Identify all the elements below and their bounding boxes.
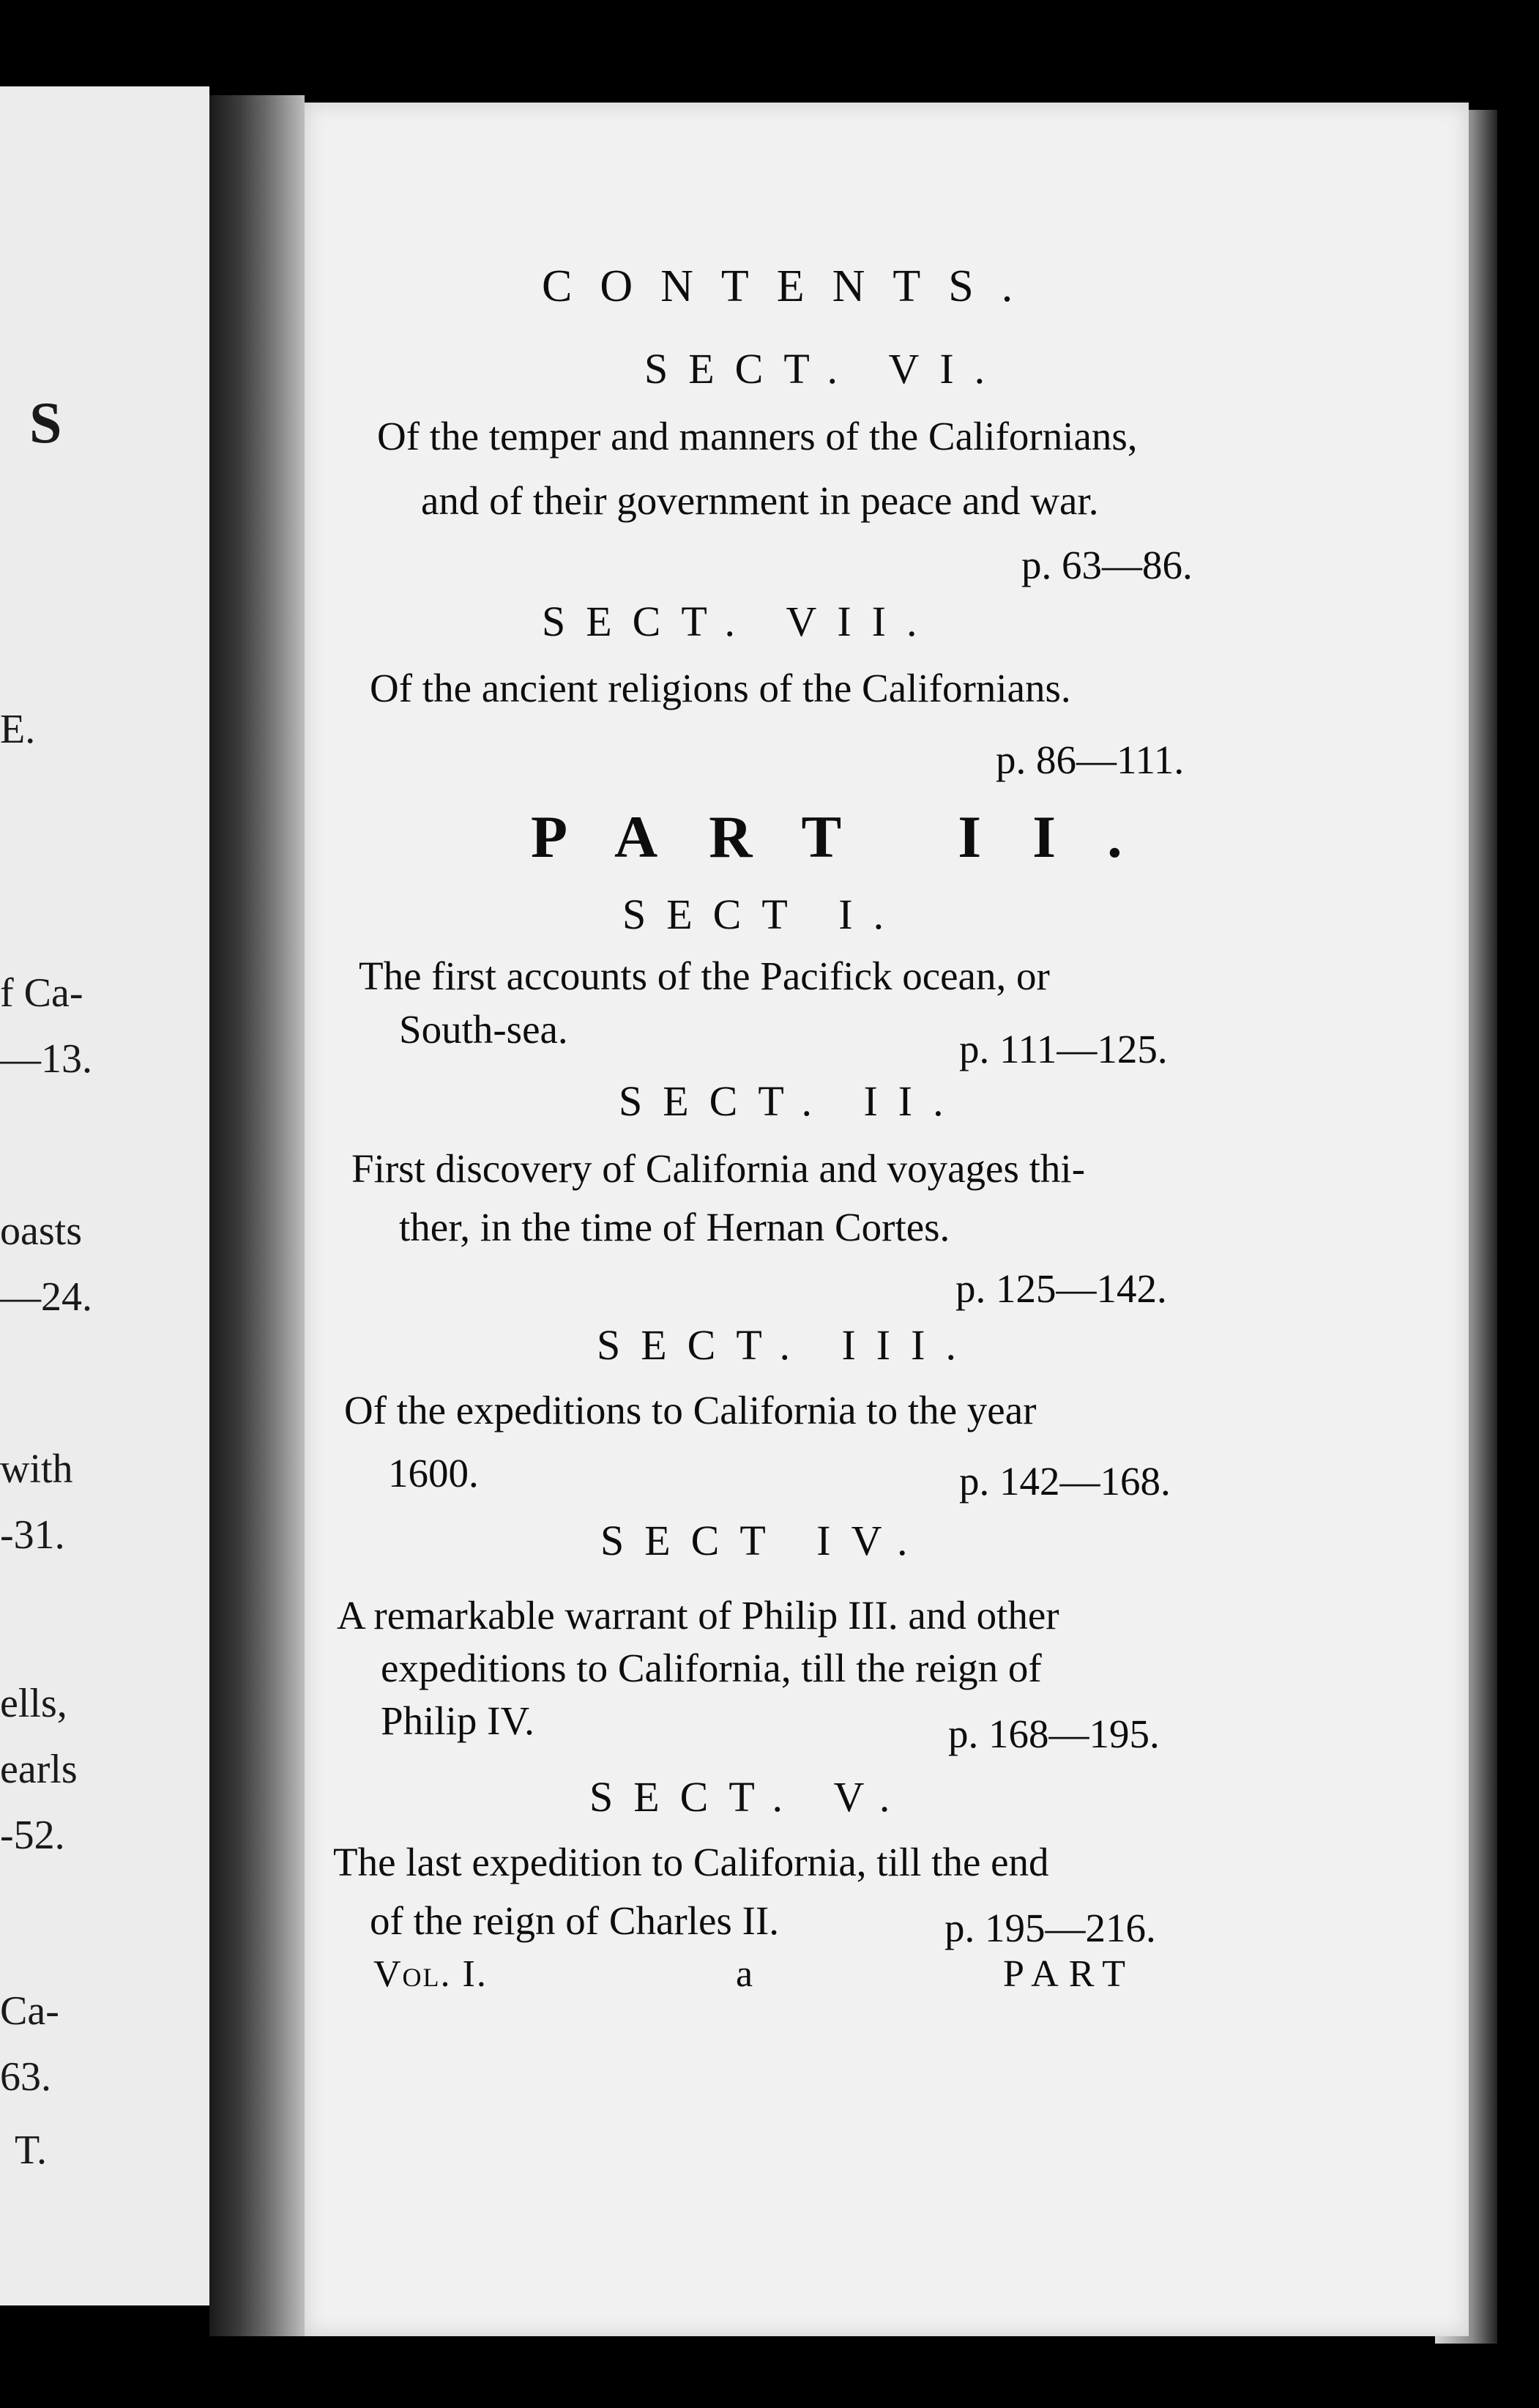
section-heading: SECT. II. [619, 1077, 964, 1125]
left-fragment: —13. [0, 1036, 92, 1082]
left-fragment: 63. [0, 2054, 51, 2100]
page-reference: p. 63—86. [1021, 543, 1193, 587]
page-reference: p. 168—195. [948, 1712, 1160, 1756]
section-heading: SECT. VI. [644, 345, 1006, 393]
entry-line: The first accounts of the Pacifick ocean, or [359, 954, 1050, 998]
page-reference: p. 125—142. [955, 1266, 1167, 1311]
section-heading: SECT I. [622, 891, 905, 938]
entry-line: expeditions to California, till the reign of [381, 1646, 1042, 1690]
left-fragment: -31. [0, 1512, 65, 1558]
entry-line: of the reign of Charles II. [370, 1898, 779, 1943]
part-heading: PART II. [531, 803, 1174, 870]
left-fragment: —24. [0, 1274, 92, 1320]
entry-line: Of the temper and manners of the Californians, [377, 414, 1138, 458]
signature-mark: a [736, 1953, 753, 1995]
page-reference: p. 86—111. [996, 737, 1185, 782]
catchword: PART [1003, 1953, 1136, 1995]
entry-line: and of their government in peace and war. [421, 478, 1099, 523]
entry-line: Of the expeditions to California to the year [344, 1388, 1037, 1432]
section-heading: SECT. III. [597, 1321, 977, 1369]
entry-line: A remarkable warrant of Philip III. and other [337, 1593, 1059, 1638]
section-heading: SECT IV. [600, 1517, 928, 1564]
left-fragment: ells, [0, 1681, 67, 1726]
entry-line: ther, in the time of Hernan Cortes. [399, 1205, 950, 1249]
left-fragment: T. [15, 2128, 48, 2173]
entry-line: Of the ancient religions of the Californians. [370, 666, 1071, 710]
left-fragment: Ca- [0, 1988, 59, 2034]
page-reference: p. 142—168. [959, 1459, 1171, 1504]
left-fragment: -52. [0, 1813, 65, 1858]
left-fragment: earls [0, 1747, 78, 1792]
left-fragment: with [0, 1446, 73, 1492]
page-title: CONTENTS. [542, 261, 1041, 311]
entry-line: Philip IV. [381, 1698, 534, 1743]
left-fragment: E. [0, 707, 36, 752]
book-gutter [209, 95, 305, 2336]
left-fragment: S [29, 391, 62, 456]
volume-label: Vol. I. [373, 1953, 488, 1995]
left-fragment: oasts [0, 1208, 82, 1254]
entry-line: 1600. [388, 1451, 479, 1495]
entry-line: First discovery of California and voyages thi- [351, 1146, 1086, 1191]
section-heading: SECT. V. [589, 1773, 911, 1821]
previous-page [0, 86, 209, 2305]
page-reference: p. 195—216. [944, 1906, 1156, 1950]
left-fragment: f Ca- [0, 970, 83, 1016]
entry-line: The last expedition to California, till the end [333, 1840, 1049, 1884]
section-heading: SECT. VII. [542, 598, 938, 645]
page-reference: p. 111—125. [959, 1027, 1168, 1071]
entry-line: South-sea. [399, 1007, 568, 1052]
